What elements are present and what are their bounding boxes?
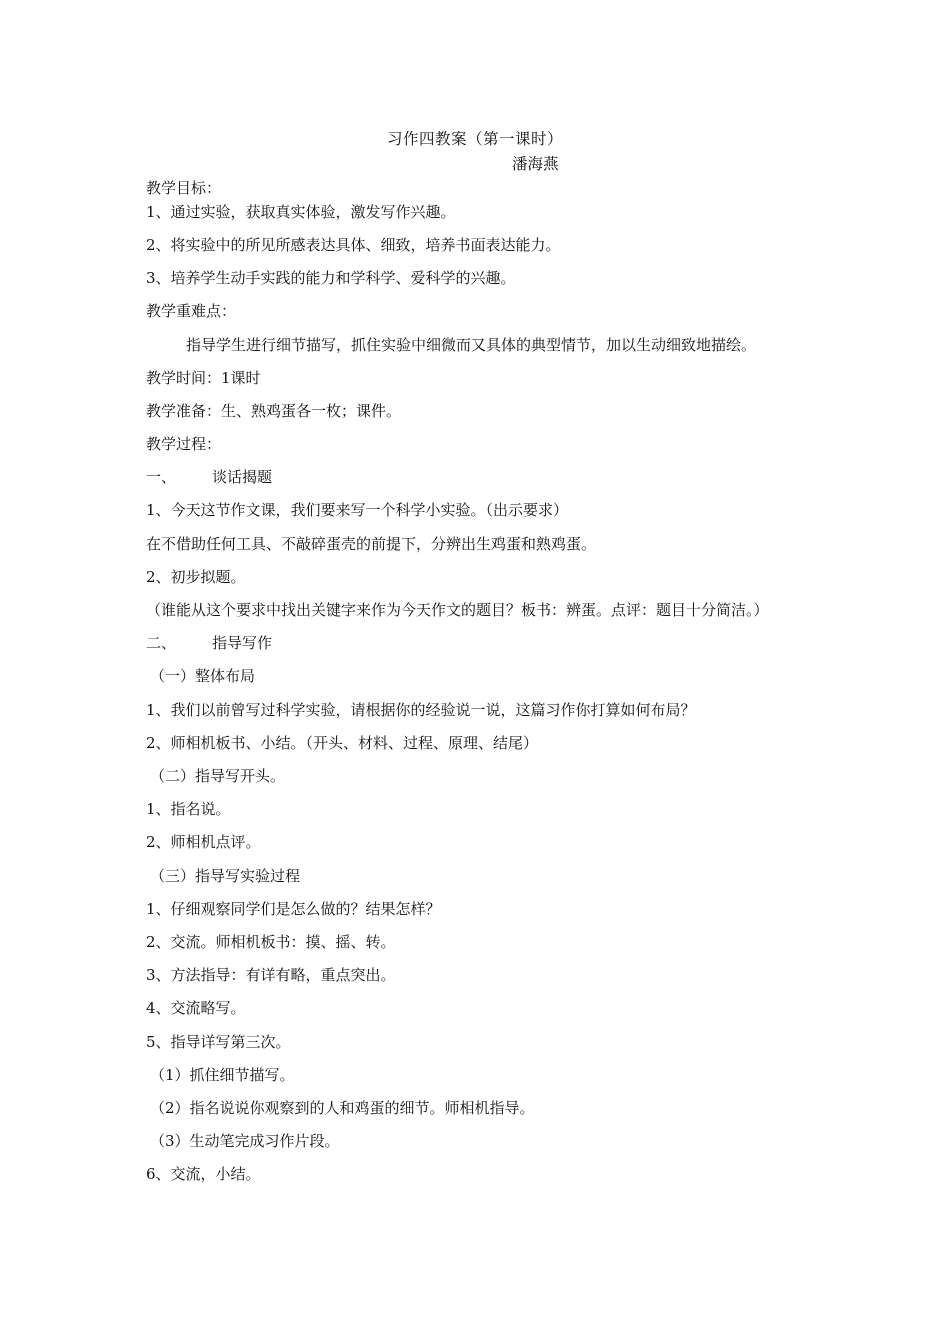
text-line: 4、交流略写。 [146,999,246,1017]
heading-key-points: 教学重难点： [146,302,237,320]
text-line: 指导学生进行细节描写，抓住实验中细微而又具体的典型情节，加以生动细致地描绘。 [186,336,757,354]
section-heading-1 [146,467,272,487]
text-line: （2）指名说说你观察到的人和鸡蛋的细节。师相机指导。 [150,1099,535,1117]
text-line: 教学准备：生、熟鸡蛋各一枚；课件。 [146,402,402,420]
text-line: 6、交流，小结。 [146,1165,261,1183]
heading-process: 教学过程： [146,435,222,453]
text-line: （3）生动笔完成习作片段。 [150,1132,340,1150]
section-heading-2 [146,633,272,653]
text-line: 2、交流。师相机板书：摸、摇、转。 [146,933,396,951]
text-line: 在不借助任何工具、不敲碎蛋壳的前提下，分辨出生鸡蛋和熟鸡蛋。 [146,535,597,553]
document-author: 潘海燕 [512,155,559,173]
section-number: 二、 [146,634,177,652]
section-number: 一、 [146,468,177,486]
text-line: 1、我们以前曾写过科学实验，请根据你的经验说一说，这篇习作你打算如何布局？ [146,701,696,719]
section-title: 指导写作 [212,634,273,652]
text-line: 1、仔细观察同学们是怎么做的？结果怎样？ [146,900,441,918]
text-line: 1、通过实验，获取真实体验，激发写作兴趣。 [146,203,456,221]
subsection-heading: （一）整体布局 [150,667,256,685]
subsection-heading: （三）指导写实验过程 [150,867,301,885]
text-line: （1）抓住细节描写。 [150,1066,295,1084]
text-line: 5、指导详写第三次。 [146,1033,291,1051]
section-title: 谈话揭题 [212,468,273,486]
text-line: 3、培养学生动手实践的能力和学科学、爱科学的兴趣。 [146,269,516,287]
text-line: （谁能从这个要求中找出关键字来作为今天作文的题目？板书：辨蛋。点评：题目十分简洁。） [146,601,769,619]
text-line: 1、今天这节作文课，我们要来写一个科学小实验。（出示要求） [146,501,569,519]
text-line: 2、初步拟题。 [146,568,246,586]
text-line: 2、师相机点评。 [146,833,261,851]
text-line: 3、方法指导：有详有略，重点突出。 [146,966,396,984]
text-line: 教学时间：1课时 [146,369,261,387]
subsection-heading: （二）指导写开头。 [150,767,286,785]
document-title: 习作四教案（第一课时） [386,130,563,148]
text-line: 2、将实验中的所见所感表达具体、细致，培养书面表达能力。 [146,236,561,254]
heading-objectives: 教学目标： [146,179,222,197]
text-line: 1、指名说。 [146,800,231,818]
text-line: 2、师相机板书、小结。（开头、材料、过程、原理、结尾） [146,734,539,752]
